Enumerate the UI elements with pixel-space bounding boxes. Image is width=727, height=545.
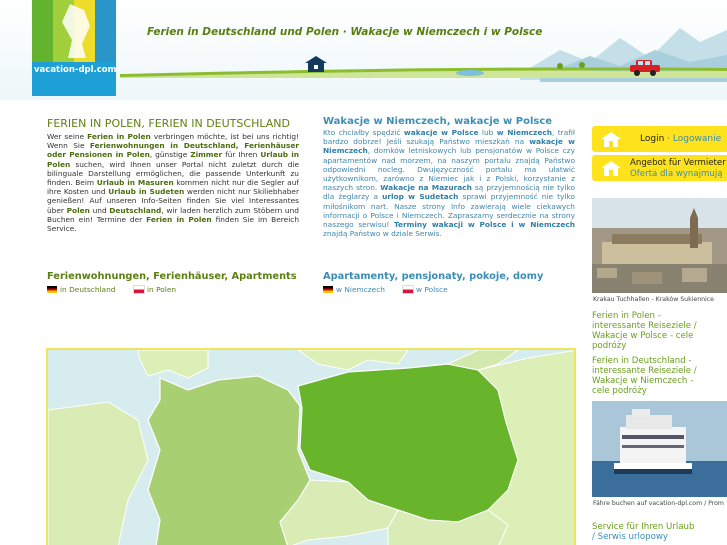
service-de: Service für Ihren Urlaub <box>592 522 695 532</box>
keyword-link[interactable]: Ferien in Polen <box>87 132 151 141</box>
krakow-caption: Krakau Tuchhallen - Kraków Sukiennice <box>593 296 714 303</box>
german-flag-icon <box>323 286 333 293</box>
keyword-link[interactable]: Terminy wakacji w Polsce i w Niemczech <box>393 220 575 230</box>
keyword-link[interactable]: Urlaub in Sudeten <box>108 187 185 197</box>
landlord-offer-button[interactable] <box>592 155 727 181</box>
intro-text-de: Wer seine Ferien in Polen verbringen möchte, ist bei uns richtig! Wenn Sie Ferienwohnungen in Deutschland, Ferienhäuser oder Pensionen in Polen, günstige Zimmer für Ihren Urlaub in Polen suchen, wird Ihnen unser Portal nicht zuletzt durch die bilinguale Darstellung ermöglichen, die passende Unterkunft zu finden. Beim Urlaub in Masuren kommen nicht nur die Segler auf ihre Kosten und Urlaub in Sudeten werden nicht nur Skiliebhaber genießen! Auf unseren Info-Seiten finden Sie viel Interessantes über Polen und Deutschland, wir laden herzlich zum Stöbern und Buchen ein! Termine der Ferien in Polen finden Sie im Bereich Service. <box>47 132 300 234</box>
polish-flag-icon <box>134 286 144 293</box>
house-icon <box>305 56 327 72</box>
link-label: w Polsce <box>416 285 448 294</box>
keyword-link[interactable]: Ferien in Polen <box>146 214 212 224</box>
keyword-link[interactable]: wakacje w Niemczech <box>323 137 575 156</box>
ferry-caption: Fähre buchen auf vacation-dpl.com / Prom <box>593 500 724 507</box>
link-pl-w-polsce[interactable] <box>403 285 448 294</box>
link-pl-w-niemczech[interactable] <box>323 285 385 294</box>
section-title-de: Ferienwohnungen, Ferienhäuser, Apartments <box>47 271 297 282</box>
keyword-link[interactable]: Polen <box>66 205 90 215</box>
page-title-pl: Wakacje w Niemczech, wakacje w Polsce <box>323 116 553 127</box>
login-button[interactable] <box>592 126 727 152</box>
house-icon <box>600 131 622 147</box>
login-de: Login <box>640 134 665 144</box>
landlord-offer-label <box>630 158 726 179</box>
page-header <box>0 0 727 100</box>
keyword-link[interactable]: Urlaub in Polen <box>47 150 299 169</box>
polish-flag-icon <box>403 286 413 293</box>
sidebar-link-poland-destinations[interactable]: Ferien in Polen - interessante Reiseziele / Wakacje w Polsce - cele podróży <box>592 311 697 351</box>
krakow-photo[interactable] <box>592 198 727 293</box>
car-icon <box>628 58 662 76</box>
site-logo[interactable] <box>32 0 116 96</box>
keyword-link[interactable]: Zimmer <box>190 150 223 160</box>
intro-text-pl: Kto chciałby spędzić wakacje w Polsce lub w Niemczech, trafił bardzo dobrze! Jeśli szukają Państwo mieszkań na wakacje w Niemczech, domków letniskowych lub pensjonatów w Polsce czy apartamentów nad morzem, na naszym portalu znajdą Państwo odpowiedni nocleg. Dwujęzyczność portalu ma ułatwić użytkownikom, zarówno z Niemiec jak i z Polski, korzystanie z naszych stron. Wakacje na Mazurach są przyjemnością nie tylko dla żeglarzy a urlop w Sudetach sprawi przyjemność nie tylko miłośnikom nart. Nasze strony Info zawierają wiele ciekawych informacji o Polsce i Niemczech. Zapraszamy serdecznie na strony naszego serwisu! Terminy wakacji w Polsce i w Niemczech znajdą Państwo w dziale Serwis. <box>323 128 575 239</box>
keyword-link[interactable]: wakacje w Polsce <box>403 128 479 137</box>
keyword-link[interactable]: Deutschland <box>109 205 162 215</box>
page-title-de: FERIEN IN POLEN, FERIEN IN DEUTSCHLAND <box>47 117 290 130</box>
keyword-link[interactable]: Urlaub in Masuren <box>96 178 174 188</box>
login-label <box>640 134 721 144</box>
tagline: Ferien in Deutschland und Polen · Wakacje w Niemczech i w Polsce <box>147 26 543 38</box>
login-separator: · <box>667 134 671 144</box>
landlord-offer-de: Angebot für Vermieter <box>630 158 726 168</box>
section-title-pl: Apartamenty, pensjonaty, pokoje, domy <box>323 271 544 282</box>
landlord-offer-pl: Oferta dla wynajmują <box>630 168 723 179</box>
link-label: in Deutschland <box>60 285 116 294</box>
link-de-in-polen[interactable] <box>134 285 176 294</box>
keyword-link[interactable]: Ferienwohnungen in Deutschland, Ferienhäuser oder Pensionen in Polen <box>47 141 300 160</box>
keyword-link[interactable]: Wakacje na Mazurach <box>380 183 472 193</box>
login-pl: Logowanie <box>672 134 722 144</box>
german-flag-icon <box>47 286 57 293</box>
sidebar-link-germany-destinations[interactable]: Ferien in Deutschland - interessante Reiseziele / Wakacje w Niemczech - cele podróży <box>592 356 697 396</box>
keyword-link[interactable]: urlop w Sudetach <box>382 192 459 202</box>
region-map[interactable] <box>46 348 576 545</box>
sidebar-link-service[interactable] <box>592 522 722 542</box>
house-icon <box>600 160 622 176</box>
keyword-link[interactable]: w Niemczech <box>496 128 552 137</box>
service-pl: / Serwis urlopowy <box>592 532 668 542</box>
ferry-photo[interactable] <box>592 401 727 497</box>
link-label: w Niemczech <box>336 285 385 294</box>
link-label: in Polen <box>147 285 177 294</box>
link-de-in-deutschland[interactable] <box>47 285 115 294</box>
logo-text: vacation-dpl.com <box>34 65 117 75</box>
